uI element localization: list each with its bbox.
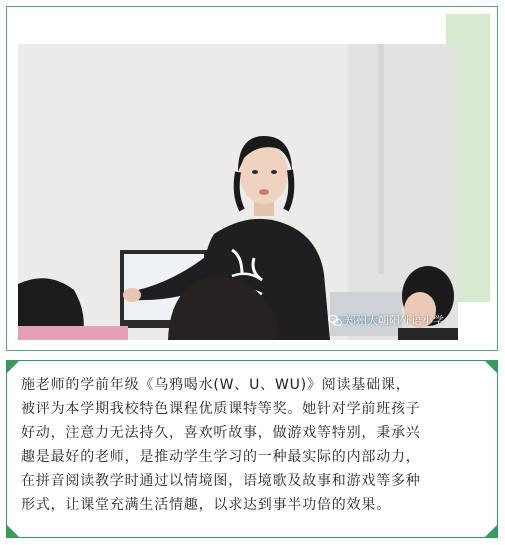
corner-decoration [6, 524, 20, 538]
corner-decoration [484, 524, 498, 538]
article-line: 在拼音阅读教学时通过以情境图，语境歌及故事和游戏等多种 [21, 473, 421, 489]
article-line: 好动，注意力无法持久，喜欢听故事，做游戏等特别，秉承兴 [21, 425, 421, 441]
article-line: 施老师的学前年级《乌鸦喝水(W、U、WU)》阅读基础课， [21, 377, 411, 393]
article-line: 趣是最好的老师，是推动学生学习的一种最实际的内部动力， [21, 449, 421, 465]
article-line: 被评为本学期我校特色课程优质课特等奖。她针对学前班孩子 [21, 401, 421, 417]
article-line: 形式，让课堂充满生活情趣，以求达到事半功倍的效果。 [21, 497, 391, 513]
corner-decoration [6, 360, 20, 374]
wechat-icon [328, 315, 342, 326]
article-paragraph [21, 373, 483, 517]
corner-decoration [484, 360, 498, 374]
watermark [328, 312, 444, 328]
classroom-photo [18, 44, 458, 340]
watermark-text: 郑州大朝阳外语小学 [345, 314, 444, 327]
article-text-box [6, 360, 498, 538]
classroom-photo-illustration [18, 44, 458, 340]
